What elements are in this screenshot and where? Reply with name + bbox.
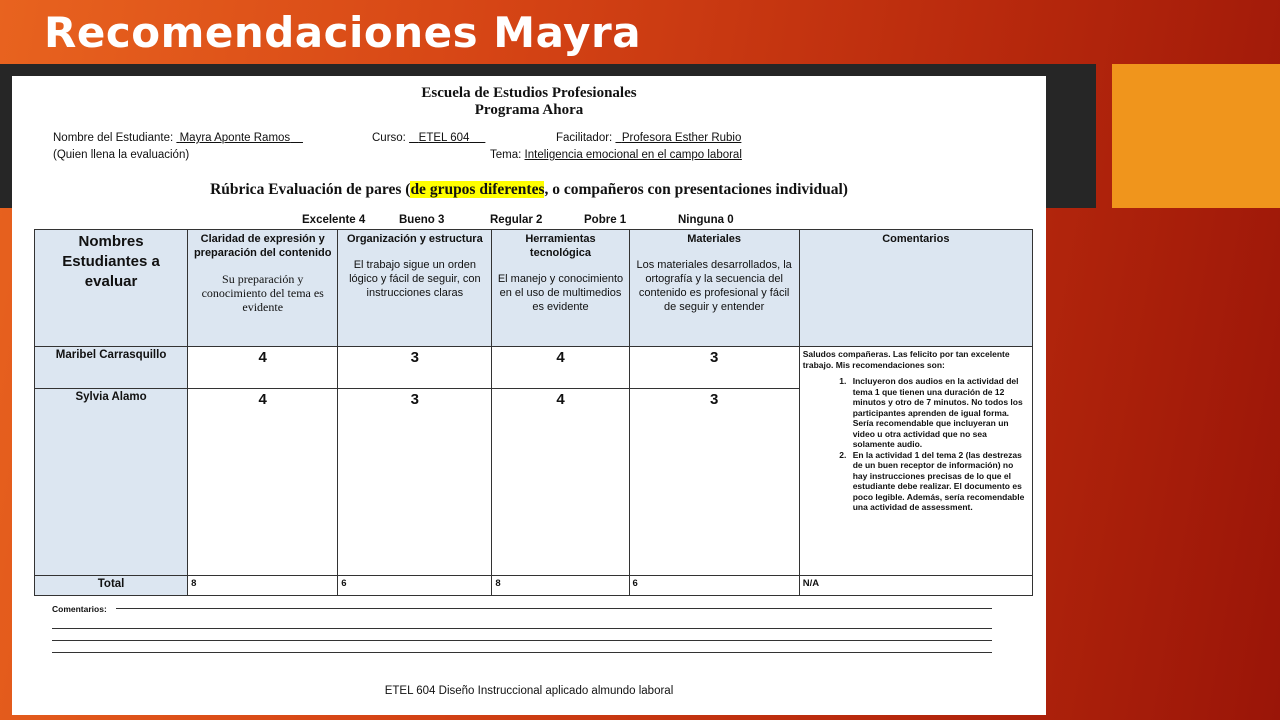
topic-line xyxy=(490,149,742,161)
topic-value: Inteligencia emocional en el campo laboral xyxy=(524,149,742,161)
document-image xyxy=(12,76,1046,715)
rubric-table xyxy=(34,229,1033,596)
comment-intro: Saludos compañeras. Las felicito por tan excelente trabajo. Mis recomendaciones son: xyxy=(802,349,1010,370)
facilitator-line xyxy=(556,132,741,144)
comments-label: Comentarios: xyxy=(52,604,107,614)
student-name: Mayra Aponte Ramos xyxy=(179,132,291,144)
comment-item: 2. En la actividad 1 del tema 2 (las destrezas de un buen receptor de información) no hay instrucciones precisas de lo que el estudiante debe realizar. El documento es poco legible. Además, sería recomendable una actividad de assessment. xyxy=(849,450,1029,513)
table-row xyxy=(35,347,1033,389)
header-claridad: Claridad de expresión y preparación del contenido Su preparación y conocimiento del tema es evidente xyxy=(188,230,338,347)
score-cell: 3 xyxy=(629,389,799,576)
comment-line xyxy=(52,617,992,629)
header-organizacion: Organización y estructura El trabajo sigue un orden lógico y fácil de seguir, con instrucciones claras xyxy=(338,230,492,347)
student-note: (Quien llena la evaluación) xyxy=(53,149,190,161)
score-cell: 3 xyxy=(338,389,492,576)
course-label: Curso: xyxy=(372,132,406,144)
comment-line xyxy=(52,629,992,641)
slide-title: Recomendaciones Mayra xyxy=(44,8,642,57)
facilitator-label: Facilitador: xyxy=(556,132,613,144)
total-cell: 6 xyxy=(338,576,492,596)
course-value: ETEL 604 xyxy=(418,132,470,144)
document-footer: ETEL 604 Diseño Instruccional aplicado almundo laboral xyxy=(384,685,674,697)
header-herramientas: Herramientas tecnológica El manejo y conocimiento en el uso de multimedios es evidente xyxy=(492,230,629,347)
student-line xyxy=(53,132,303,144)
score-cell: 3 xyxy=(629,347,799,389)
row-name: Maribel Carrasquillo xyxy=(35,347,188,389)
accent-box xyxy=(1112,64,1280,208)
comments-cell xyxy=(799,347,1032,576)
header-comentarios: Comentarios xyxy=(799,230,1032,347)
row-name: Sylvia Alamo xyxy=(35,389,188,576)
score-cell: 4 xyxy=(492,347,629,389)
school-name: Escuela de Estudios Profesionales xyxy=(421,85,637,101)
scale-ninguna: Ninguna 0 xyxy=(678,214,734,226)
score-cell: 3 xyxy=(338,347,492,389)
comment-line xyxy=(116,608,992,609)
total-cell: 6 xyxy=(629,576,799,596)
comments-lines xyxy=(52,599,992,653)
scale-pobre: Pobre 1 xyxy=(584,214,627,226)
comment-line xyxy=(52,641,992,653)
program-name: Programa Ahora xyxy=(474,102,584,118)
total-row xyxy=(35,576,1033,596)
scale-regular: Regular 2 xyxy=(490,214,543,226)
course-line xyxy=(372,132,485,144)
table-header-row xyxy=(35,230,1033,347)
rubric-title: Rúbrica Evaluación de pares (de grupos diferentes, o compañeros con presentaciones individual) xyxy=(210,181,848,198)
facilitator-value: Profesora Esther Rubio xyxy=(621,132,742,144)
score-cell: 4 xyxy=(492,389,629,576)
scale-bueno: Bueno 3 xyxy=(399,214,445,226)
score-cell: 4 xyxy=(188,347,338,389)
student-label: Nombre del Estudiante: xyxy=(53,132,174,144)
highlighted-text: de grupos diferentes xyxy=(410,181,545,198)
header-materiales: Materiales Los materiales desarrollados, la ortografía y la secuencia del contenido es profesional y fácil de seguir y entender xyxy=(629,230,799,347)
total-label: Total xyxy=(35,576,188,596)
topic-label: Tema: xyxy=(490,149,522,161)
score-cell: 4 xyxy=(188,389,338,576)
total-comments: N/A xyxy=(799,576,1032,596)
total-cell: 8 xyxy=(492,576,629,596)
header-names: Nombres Estudiantes a evaluar xyxy=(35,230,188,347)
scale-excelente: Excelente 4 xyxy=(302,214,366,226)
comment-list xyxy=(803,376,1029,513)
comment-item: 1. Incluyeron dos audios en la actividad del tema 1 que tienen una duración de 12 minutos y otro de 7 minutos. No todos los participantes aprenden de igual forma. Sería recomendable que incluyeran un video u otra actividad que no sea solamente audio. xyxy=(849,376,1029,450)
total-cell: 8 xyxy=(188,576,338,596)
